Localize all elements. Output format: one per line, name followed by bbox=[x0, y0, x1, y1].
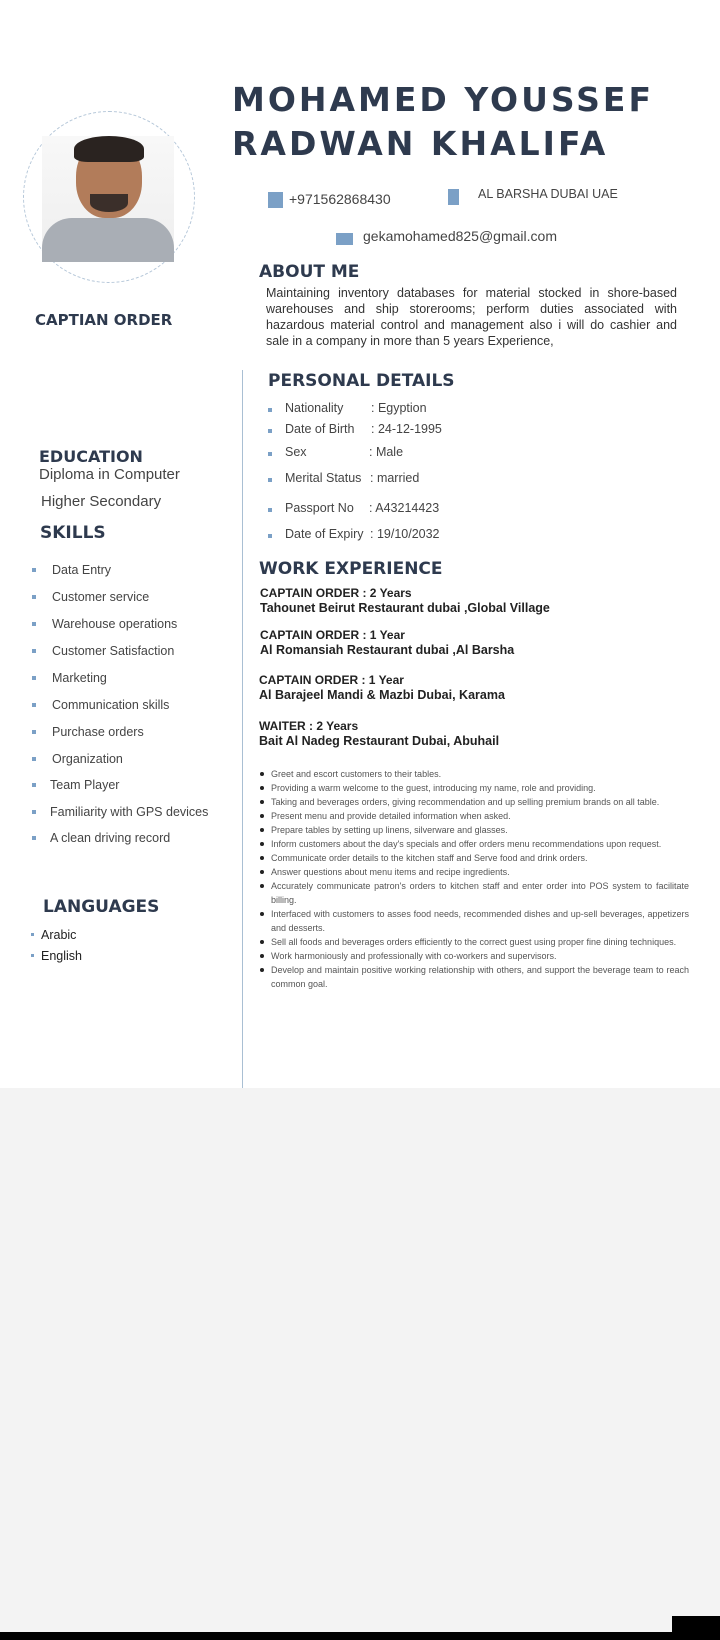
duty-item: Inform customers about the day's specials and offer orders menu recommendations upon request. bbox=[260, 837, 689, 851]
duty-item: Providing a warm welcome to the guest, introducing my name, role and providing. bbox=[260, 781, 689, 795]
skill-item: Customer service bbox=[52, 590, 150, 604]
skill-item: Customer Satisfaction bbox=[52, 644, 175, 658]
detail-value: : 19/10/2032 bbox=[370, 527, 440, 541]
language-item: English bbox=[41, 949, 82, 963]
detail-value: : Male bbox=[369, 445, 404, 459]
education-title: EDUCATION bbox=[39, 447, 143, 466]
duties-list bbox=[260, 767, 689, 991]
skill-item: Organization bbox=[52, 752, 123, 766]
personal-details-title: PERSONAL DETAILS bbox=[268, 371, 455, 391]
skills-title: SKILLS bbox=[40, 523, 106, 543]
about-text: Maintaining inventory databases for material stocked in shore-based warehouses and ship storerooms; perform duties associated with hazardous material control and management also i will do cashier and sale in a company in more than 5 years Experience, bbox=[266, 286, 677, 348]
duty-item: Greet and escort customers to their tables. bbox=[260, 767, 689, 781]
profile-photo bbox=[42, 136, 174, 262]
language-item: Arabic bbox=[41, 928, 77, 942]
duty-item: Work harmoniously and professionally with co-workers and supervisors. bbox=[260, 949, 689, 963]
detail-label: Passport No bbox=[285, 501, 354, 515]
duty-item: Present menu and provide detailed information when asked. bbox=[260, 809, 689, 823]
skill-item: Marketing bbox=[52, 671, 107, 685]
detail-label: Date of Expiry bbox=[285, 527, 364, 541]
detail-value: : Egyption bbox=[371, 401, 427, 415]
duty-item: Accurately communicate patron's orders to kitchen staff and enter order into POS system to facilitate billing. bbox=[260, 879, 689, 907]
about-title: ABOUT ME bbox=[259, 262, 360, 282]
skill-item: Familiarity with GPS devices bbox=[50, 805, 209, 819]
duty-item: Answer questions about menu items and recipe ingredients. bbox=[260, 865, 689, 879]
job-place: Bait Al Nadeg Restaurant Dubai, Abuhail bbox=[259, 734, 500, 748]
job-role: CAPTAIN ORDER : 1 Year bbox=[259, 673, 404, 687]
job-role: CAPTAIN ORDER : 1 Year bbox=[260, 628, 405, 642]
column-divider bbox=[242, 370, 243, 1088]
email-address: gekamohamed825@gmail.com bbox=[363, 228, 557, 244]
skill-item: A clean driving record bbox=[50, 831, 171, 845]
name-line-1: MOHAMED YOUSSEF bbox=[232, 80, 655, 119]
phone-icon bbox=[268, 192, 283, 208]
skill-item: Data Entry bbox=[52, 563, 112, 577]
job-place: Tahounet Beirut Restaurant dubai ,Global Village bbox=[260, 601, 550, 615]
bottom-bar bbox=[0, 1632, 720, 1640]
duty-item: Develop and maintain positive working relationship with others, and support the beverage team to reach common goal. bbox=[260, 963, 689, 991]
education-item: Diploma in Computer bbox=[39, 466, 180, 483]
detail-label: Date of Birth bbox=[285, 422, 355, 436]
detail-value: : 24-12-1995 bbox=[371, 422, 442, 436]
detail-label: Merital Status bbox=[285, 471, 362, 485]
job-place: Al Barajeel Mandi & Mazbi Dubai, Karama bbox=[259, 688, 505, 702]
job-role: WAITER : 2 Years bbox=[259, 719, 359, 733]
email-icon bbox=[336, 233, 353, 245]
duty-item: Communicate order details to the kitchen staff and Serve food and drink orders. bbox=[260, 851, 689, 865]
duty-item: Prepare tables by setting up linens, silverware and glasses. bbox=[260, 823, 689, 837]
address: AL BARSHA DUBAI UAE bbox=[478, 187, 618, 201]
languages-title: LANGUAGES bbox=[43, 897, 160, 917]
duty-item: Interfaced with customers to asses food needs, recommended dishes and up-sell beverages, appetizers and desserts. bbox=[260, 907, 689, 935]
detail-value: : married bbox=[370, 471, 420, 485]
work-experience-title: WORK EXPERIENCE bbox=[259, 559, 443, 579]
name-line-2: RADWAN KHALIFA bbox=[232, 124, 609, 163]
duty-item: Sell all foods and beverages orders efficiently to the correct guest using proper fine dining techniques. bbox=[260, 935, 689, 949]
duty-item: Taking and beverages orders, giving recommendation and up selling premium brands on all table. bbox=[260, 795, 689, 809]
education-item: Higher Secondary bbox=[41, 493, 162, 510]
job-place: Al Romansiah Restaurant dubai ,Al Barsha bbox=[260, 643, 515, 657]
detail-label: Sex bbox=[285, 445, 307, 459]
location-icon bbox=[448, 189, 459, 205]
skill-item: Team Player bbox=[50, 778, 120, 792]
skill-item: Communication skills bbox=[52, 698, 170, 712]
candidate-name bbox=[232, 78, 654, 166]
detail-value: : A43214423 bbox=[369, 501, 440, 515]
position-title: CAPTIAN ORDER bbox=[35, 311, 173, 329]
job-role: CAPTAIN ORDER : 2 Years bbox=[260, 586, 412, 600]
skill-item: Purchase orders bbox=[52, 725, 144, 739]
detail-label: Nationality bbox=[285, 401, 344, 415]
skill-item: Warehouse operations bbox=[52, 617, 178, 631]
phone-number: +971562868430 bbox=[289, 191, 391, 207]
